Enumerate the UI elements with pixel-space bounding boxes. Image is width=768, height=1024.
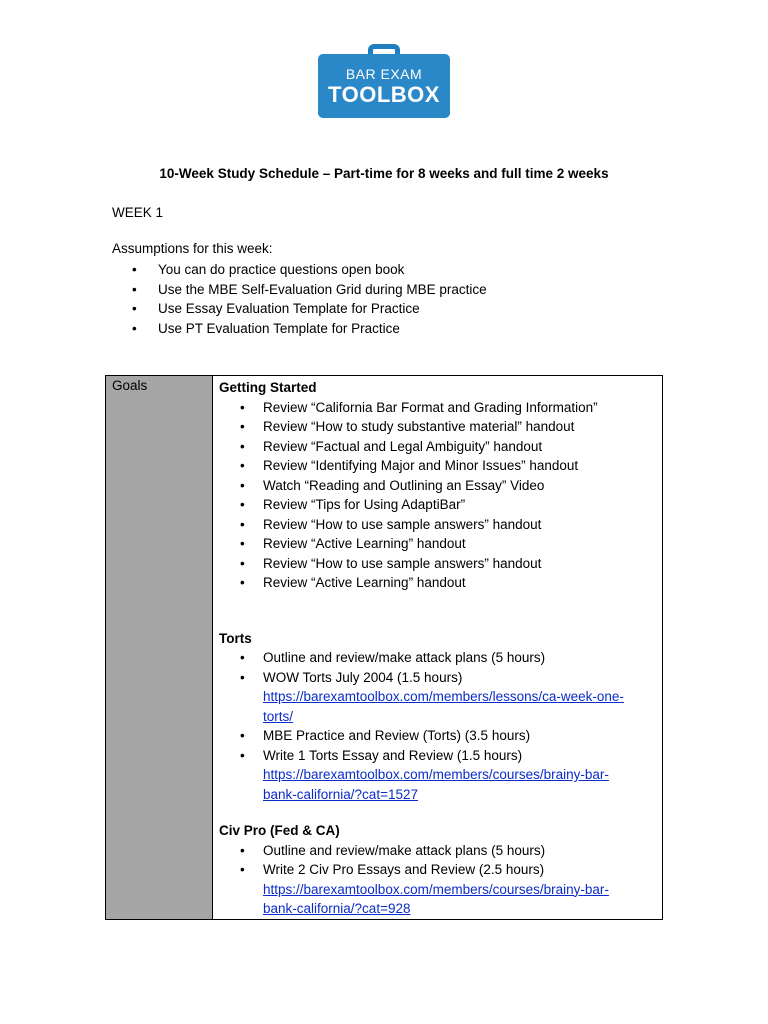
list-item: • Review “California Bar Format and Grading Information” [219, 398, 662, 418]
goals-label: Goals [112, 378, 148, 393]
item-text: Write 2 Civ Pro Essays and Review (2.5 hours) [263, 862, 545, 877]
list-item [219, 860, 662, 919]
civpro-essay-link[interactable] [263, 880, 662, 919]
list-item: • Watch “Reading and Outlining an Essay” Video [219, 476, 662, 496]
torts-heading: Torts [219, 630, 252, 646]
schedule-table [105, 375, 663, 920]
logo-line2: TOOLBOX [328, 81, 440, 107]
logo-body [318, 54, 450, 118]
link-text: bank-california/?cat=928 [263, 901, 411, 916]
logo-line1: BAR EXAM [345, 65, 423, 82]
list-item: • MBE Practice and Review (Torts) (3.5 hours) [219, 726, 662, 746]
getting-started-heading: Getting Started [219, 380, 317, 395]
assumption-item: • Use Essay Evaluation Template for Practice [112, 299, 487, 319]
torts-essay-link[interactable] [263, 765, 662, 804]
assumption-item: • Use PT Evaluation Template for Practice [112, 319, 487, 339]
list-item [219, 668, 662, 727]
link-text: https://barexamtoolbox.com/members/courses/brainy-bar- [263, 767, 609, 782]
spacer [219, 804, 662, 821]
list-item: • Review “Identifying Major and Minor Issues” handout [219, 456, 662, 476]
goals-cell [106, 376, 213, 920]
document-title: 10-Week Study Schedule – Part-time for 8 weeks and full time 2 weeks [159, 166, 609, 181]
list-item: • Review “Factual and Legal Ambiguity” handout [219, 437, 662, 457]
list-item: • Review “Active Learning” handout [219, 573, 662, 593]
assumption-item: • Use the MBE Self-Evaluation Grid during MBE practice [112, 280, 487, 300]
assumptions-list [112, 260, 487, 338]
assumption-item: • You can do practice questions open book [112, 260, 487, 280]
civpro-list [219, 841, 662, 919]
link-text: torts/ [263, 708, 294, 724]
link-text: bank-california/?cat=1527 [263, 786, 418, 802]
list-item: • Review “How to use sample answers” handout [219, 515, 662, 535]
link-text: https://barexamtoolbox.com/members/courses/brainy-bar- [263, 881, 609, 897]
torts-list [219, 648, 662, 804]
list-item: • Review “Tips for Using AdaptiBar” [219, 495, 662, 515]
list-item: • Review “Active Learning” handout [219, 534, 662, 554]
list-item: • Outline and review/make attack plans (5 hours) [219, 841, 662, 861]
link-text: https://barexamtoolbox.com/members/lessons/ca-week-one- [263, 689, 624, 704]
assumptions-heading: Assumptions for this week: [112, 241, 273, 256]
spacer [219, 593, 662, 629]
bar-exam-toolbox-logo [318, 44, 450, 118]
getting-started-list [219, 398, 662, 593]
item-text: WOW Torts July 2004 (1.5 hours) [263, 669, 463, 685]
civpro-heading: Civ Pro (Fed & CA) [219, 823, 340, 838]
week-heading: WEEK 1 [112, 205, 164, 220]
list-item: • Review “How to use sample answers” handout [219, 554, 662, 574]
item-text: Write 1 Torts Essay and Review (1.5 hours) [263, 747, 523, 763]
list-item [219, 746, 662, 805]
list-item: • Review “How to study substantive material” handout [219, 417, 662, 437]
list-item: • Outline and review/make attack plans (5 hours) [219, 648, 662, 668]
goals-content-cell [213, 376, 663, 920]
torts-lesson-link[interactable] [263, 687, 662, 726]
